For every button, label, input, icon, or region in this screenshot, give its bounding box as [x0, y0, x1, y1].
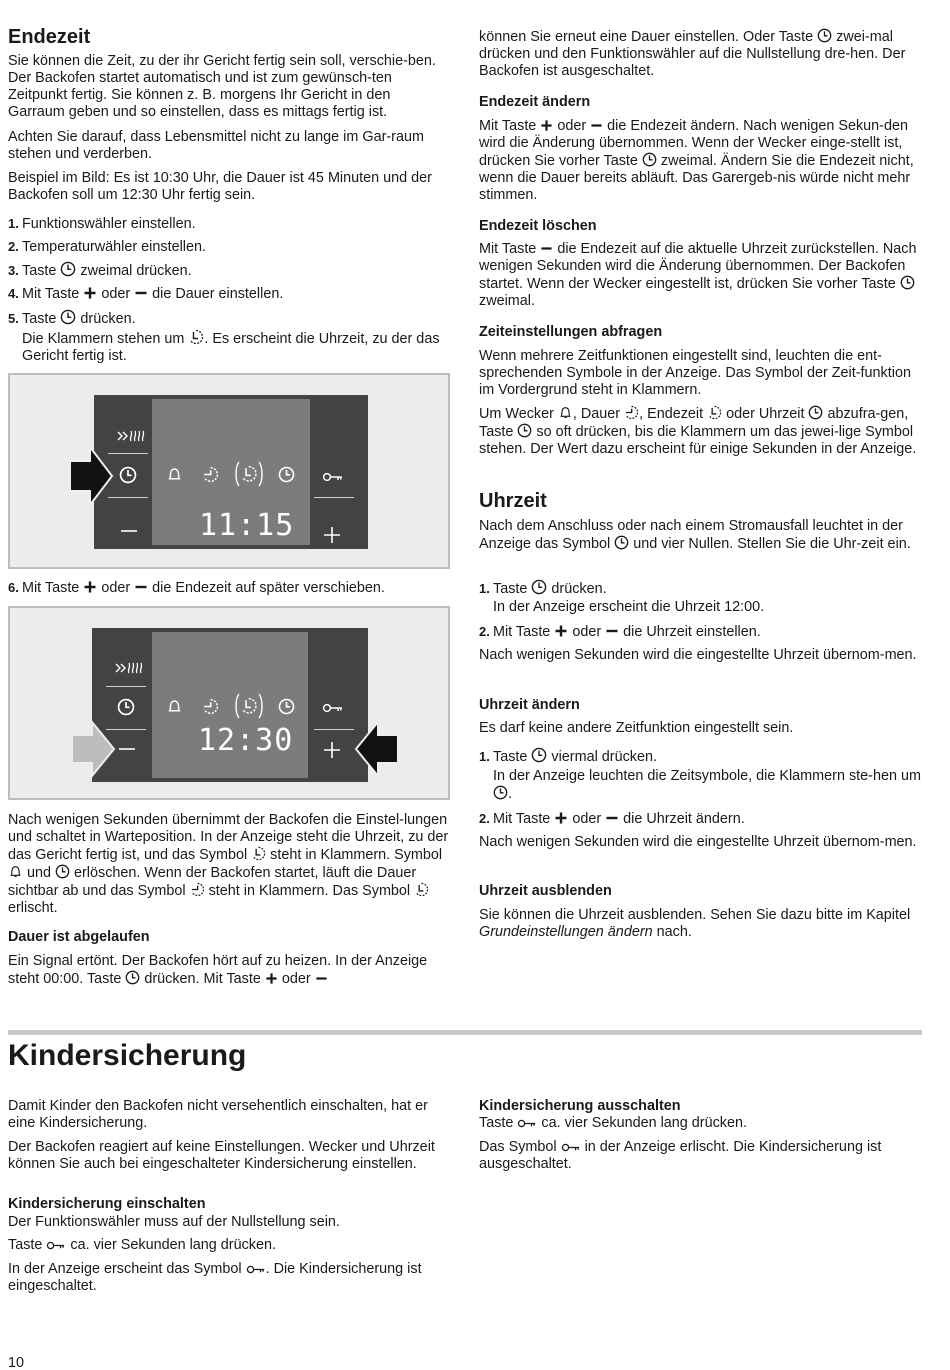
key-icon — [246, 1264, 266, 1275]
step-2: 2. Temperaturwähler einstellen. — [8, 239, 206, 255]
key-icon — [561, 1142, 581, 1153]
step-1: 1. Funktionswähler einstellen. — [8, 216, 196, 232]
clock-icon — [278, 466, 295, 483]
uhrzeit-aendern-step-1: 1. Taste viermal drücken. — [479, 749, 657, 765]
clock-icon — [808, 405, 823, 420]
minus-icon — [605, 624, 619, 638]
minus-button[interactable] — [121, 523, 137, 539]
uhrzeit-aendern-text: Es darf keine andere Zeitfunktion eingestellt sein. — [479, 720, 794, 736]
minus-icon — [605, 811, 619, 825]
step-5-note: Die Klammern stehen um . Es erscheint die Uhrzeit, zu der das Gericht fertig ist. — [22, 331, 440, 364]
section-divider — [8, 1030, 922, 1035]
dauer-abgelaufen-heading: Dauer ist abgelaufen — [8, 929, 150, 945]
page-number: 10 — [8, 1355, 25, 1370]
kinder-ausschalten-text-1: Taste ca. vier Sekunden lang drücken. — [479, 1115, 747, 1131]
kinder-ausschalten-heading: Kindersicherung ausschalten — [479, 1098, 681, 1114]
kinder-einschalten-text-2: Taste ca. vier Sekunden lang drücken. — [8, 1237, 276, 1253]
plus-icon — [540, 119, 553, 132]
display-time: 12:30 — [198, 723, 294, 758]
oven-control-panel — [92, 628, 368, 782]
endezeit-intro-2: Achten Sie darauf, dass Lebensmittel nicht zu lange im Gar-raum stehen und verderben. — [8, 129, 424, 162]
uhrzeit-text: Nach dem Anschluss oder nach einem Stromausfall leuchtet in der Anzeige das Symbol und vier Nullen. Stellen Sie die Uhr-zeit ein. — [479, 518, 911, 552]
zeiteinstellungen-abfragen-heading: Zeiteinstellungen abfragen — [479, 324, 663, 340]
bell-icon — [558, 405, 573, 420]
plus-button[interactable] — [324, 527, 340, 543]
clock-icon — [517, 423, 532, 438]
duration-icon — [190, 882, 205, 897]
uhrzeit-aendern-step-2: 2. Mit Taste oder die Uhrzeit ändern. — [479, 811, 745, 827]
endezeit-heading: Endezeit — [8, 26, 91, 48]
uhrzeit-ausblenden-text: Sie können die Uhrzeit ausblenden. Sehen Sie dazu bitte im Kapitel Grundeinstellungen ändern nach. — [479, 907, 911, 940]
arrow-icon — [68, 445, 114, 507]
clock-button[interactable] — [117, 698, 135, 716]
key-button[interactable] — [322, 702, 344, 714]
endtime-icon-bracketed — [234, 459, 264, 489]
uhrzeit-aendern-heading: Uhrzeit ändern — [479, 697, 580, 713]
uhrzeit-ausblenden-heading: Uhrzeit ausblenden — [479, 883, 612, 899]
clock-icon — [278, 698, 295, 715]
duration-icon — [202, 466, 219, 483]
dauer-abgelaufen-text: Ein Signal ertönt. Der Backofen hört auf zu heizen. In der Anzeige steht 00:00. Taste drücken. Mit Taste oder — [8, 953, 428, 987]
uhrzeit-heading: Uhrzeit — [479, 490, 547, 512]
endezeit-aendern-heading: Endezeit ändern — [479, 94, 591, 110]
uhrzeit-step-1-note: In der Anzeige erscheint die Uhrzeit 12:00. — [493, 599, 765, 615]
clock-icon — [125, 970, 140, 985]
endtime-icon — [707, 405, 722, 420]
duration-icon — [624, 405, 639, 420]
endezeit-intro-1: Sie können die Zeit, zu der ihr Gericht fertig sein soll, verschie-ben. Der Backofen startet automatisch und ist zum gewünsch-ten Zeitpunkt fertig. Sie können z. B. morgens Ihr Gericht in den Garraum geben und so einstellen, dass es mittags fertig ist. — [8, 53, 436, 120]
arrow-icon — [70, 720, 116, 778]
abfragen-text-2: Um Wecker , Dauer , Endezeit oder Uhrzeit abzufra-gen, Taste so oft drücken, bis die Klammern um das jewei-lige Symbol stehen. Der Wert dazu erscheint für einige Sekunden in der Anzeige. — [479, 406, 917, 457]
uhrzeit-aendern-after-text: Nach wenigen Sekunden wird die eingestellte Uhrzeit übernom-men. — [479, 834, 917, 850]
clock-button[interactable] — [119, 466, 137, 484]
minus-icon — [134, 580, 148, 594]
key-button[interactable] — [322, 471, 344, 483]
step-6: 6. Mit Taste oder die Endezeit auf später verschieben. — [8, 580, 385, 596]
uhrzeit-after-text: Nach wenigen Sekunden wird die eingestellte Uhrzeit übernom-men. — [479, 647, 917, 663]
uhrzeit-step-1: 1. Taste drücken. — [479, 581, 607, 597]
endtime-icon — [251, 846, 266, 861]
uhrzeit-step-2: 2. Mit Taste oder die Uhrzeit einstellen. — [479, 624, 761, 640]
endtime-icon-bracketed — [234, 691, 264, 721]
control-panel-figure-2 — [8, 606, 450, 800]
clock-icon — [614, 535, 629, 550]
kinder-einschalten-text-3: In der Anzeige erscheint das Symbol . Die Kindersicherung ist eingeschaltet. — [8, 1261, 422, 1294]
bell-icon — [166, 466, 183, 483]
endezeit-loeschen-text: Mit Taste die Endezeit auf die aktuelle Uhrzeit zurückstellen. Nach wenigen Sekunden wird die Änderung übernommen. Der Backofen startet. Wenn der Wecker eingestellt ist, drücken Sie vorher Taste zweimal. — [479, 241, 917, 309]
step-3: 3. Taste zweimal drücken. — [8, 263, 192, 279]
clock-icon — [531, 579, 547, 595]
kinder-ausschalten-text-2: Das Symbol in der Anzeige erlischt. Die Kindersicherung ist ausgeschaltet. — [479, 1139, 882, 1172]
endezeit-loeschen-heading: Endezeit löschen — [479, 218, 597, 234]
uhrzeit-aendern-step-1-note: In der Anzeige leuchten die Zeitsymbole, die Klammern ste-hen um . — [493, 768, 921, 802]
endezeit-intro-3: Beispiel im Bild: Es ist 10:30 Uhr, die Dauer ist 45 Minuten und der Backofen soll um 12:30 Uhr fertig sein. — [8, 170, 432, 203]
bell-icon — [166, 698, 183, 715]
step-5: 5. Taste drücken. — [8, 311, 136, 327]
control-panel-figure-1 — [8, 373, 450, 569]
plus-icon — [554, 624, 568, 638]
minus-icon — [590, 119, 603, 132]
key-icon — [46, 1240, 66, 1251]
minus-icon — [134, 286, 148, 300]
abfragen-text-1: Wenn mehrere Zeitfunktionen eingestellt sind, leuchten die ent-sprechenden Symbole in der Anzeige. Das Symbol der Zeit-funktion im Vordergrund steht in Klammern. — [479, 348, 911, 398]
clock-icon — [531, 747, 547, 763]
display-time: 11:15 — [199, 508, 295, 543]
minus-button[interactable] — [119, 741, 135, 757]
continued-text: können Sie erneut eine Dauer einstellen. Oder Taste zwei-mal drücken und den Funktionswähler auf die Nullstellung dre-hen. Der Backofen ist ausgeschaltet. — [479, 29, 906, 79]
clock-icon — [900, 275, 915, 290]
plus-icon — [265, 972, 278, 985]
step-4: 4. Mit Taste oder die Dauer einstellen. — [8, 286, 284, 302]
plus-icon — [554, 811, 568, 825]
endtime-icon — [188, 329, 204, 345]
kinder-einschalten-heading: Kindersicherung einschalten — [8, 1196, 206, 1212]
heat-icon — [114, 660, 144, 676]
kinder-text-1: Damit Kinder den Backofen nicht versehentlich einschalten, hat er eine Kindersicherung. — [8, 1098, 428, 1131]
clock-icon — [60, 309, 76, 325]
kinder-text-2: Der Backofen reagiert auf keine Einstellungen. Wecker und Uhrzeit können Sie auch bei eingeschalteter Kindersicherung einstellen. — [8, 1139, 435, 1172]
bell-icon — [8, 864, 23, 879]
minus-icon — [315, 972, 328, 985]
clock-icon — [817, 28, 832, 43]
clock-icon — [642, 152, 657, 167]
after-figure-text: Nach wenigen Sekunden übernimmt der Backofen die Einstel-lungen und schaltet in Warteposition. In der Anzeige steht die Uhrzeit, zu der das Gericht fertig ist, und das Symbol steht in Klammern. Symbol und erlöschen. Wenn der Backofen startet, läuft die Dauer sichtbar ab und das Symbol steht in Klammern. Das Symbol erlischt. — [8, 812, 449, 916]
duration-icon — [202, 698, 219, 715]
endtime-icon — [414, 882, 429, 897]
plus-button[interactable] — [324, 742, 340, 758]
endezeit-aendern-text: Mit Taste oder die Endezeit ändern. Nach wenigen Sekun-den wird die Änderung übernommen. Wenn der Wecker einge-stellt ist, drücken Sie vorher Taste zweimal. Ändern Sie die Endezeit nicht, wenn die Dauer bereits abläuft. Das Garergeb-nis würde nicht mehr stimmen. — [479, 118, 914, 203]
plus-icon — [83, 286, 97, 300]
clock-icon — [60, 261, 76, 277]
clock-icon — [55, 864, 70, 879]
kindersicherung-heading: Kindersicherung — [8, 1039, 247, 1072]
clock-icon — [493, 785, 508, 800]
heat-icon — [116, 428, 146, 444]
plus-icon — [83, 580, 97, 594]
minus-icon — [540, 242, 553, 255]
arrow-icon — [354, 720, 400, 778]
key-icon — [517, 1118, 537, 1129]
oven-control-panel — [94, 395, 368, 549]
kinder-einschalten-text-1: Der Funktionswähler muss auf der Nullstellung sein. — [8, 1214, 340, 1230]
